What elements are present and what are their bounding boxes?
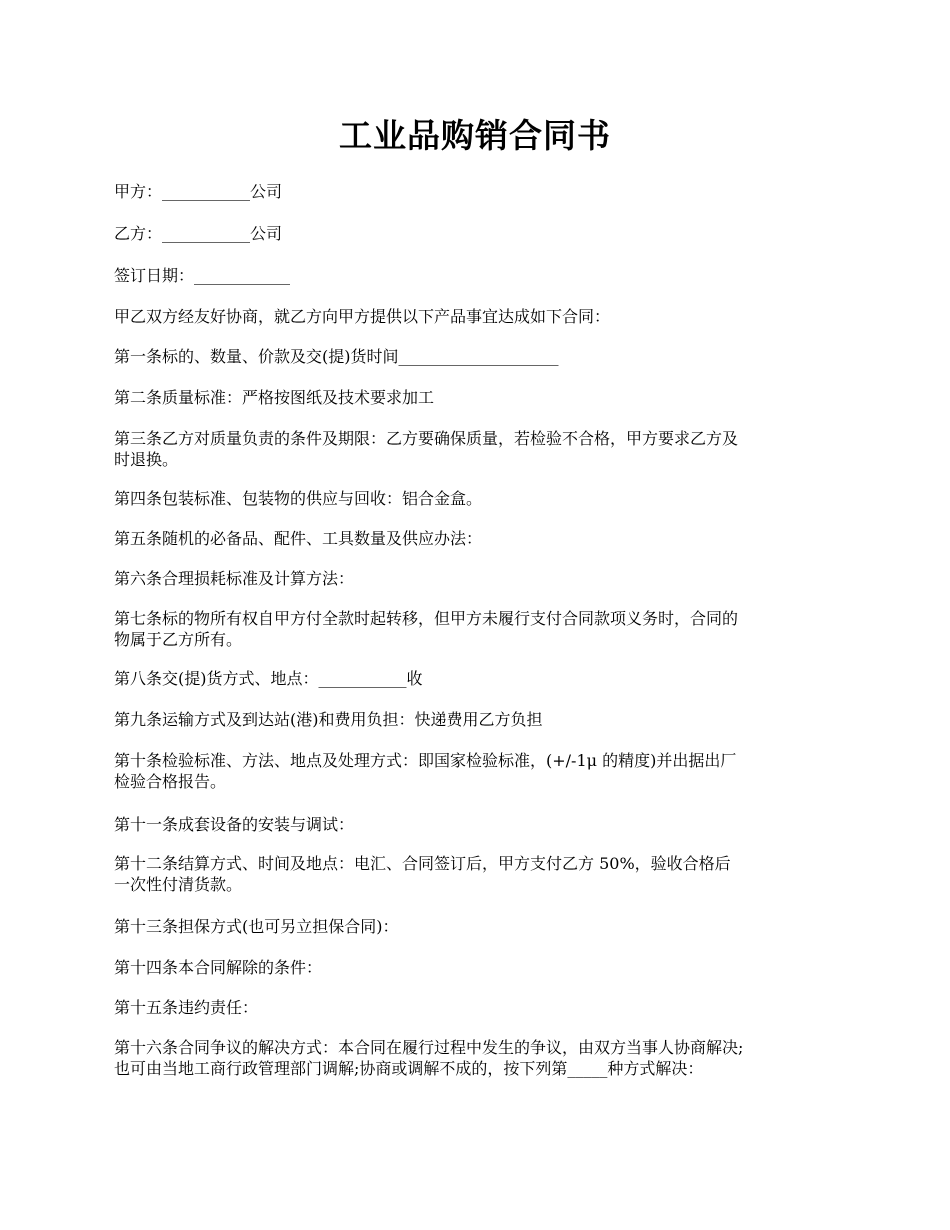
party-b-line: 乙方：___________公司 bbox=[114, 224, 283, 243]
clause-16: 第十六条合同争议的解决方式：本合同在履行过程中发生的争议，由双方当事人协商解决; 也可由当地工商行政管理部门调解;协商或调解不成的，按下列第_____种方式解决： bbox=[114, 1038, 744, 1078]
clause-6: 第六条合理损耗标准及计算方法： bbox=[114, 569, 355, 588]
clause-15: 第十五条违约责任： bbox=[114, 998, 259, 1017]
clause-1: 第一条标的、数量、价款及交(提)货时间____________________ bbox=[114, 347, 559, 366]
clause-7: 第七条标的物所有权自甲方付全款时起转移，但甲方未履行支付合同款项义务时，合同的 物属于乙方所有。 bbox=[114, 609, 739, 649]
clause-5: 第五条随机的必备品、配件、工具数量及供应办法： bbox=[114, 529, 483, 548]
clause-12: 第十二条结算方式、时间及地点：电汇、合同签订后，甲方支付乙方 50%，验收合格后 一次性付清货款。 bbox=[114, 854, 731, 894]
clause-10: 第十条检验标准、方法、地点及处理方式：即国家检验标准，(+/-1μ 的精度)并出据出厂 检验合格报告。 bbox=[114, 751, 737, 791]
clause-2: 第二条质量标准：严格按图纸及技术要求加工 bbox=[114, 388, 435, 407]
party-a-line: 甲方：___________公司 bbox=[114, 182, 283, 201]
clause-13: 第十三条担保方式(也可另立担保合同)： bbox=[114, 917, 399, 936]
clause-9: 第九条运输方式及到达站(港)和费用负担：快递费用乙方负担 bbox=[114, 710, 543, 729]
clause-14: 第十四条本合同解除的条件： bbox=[114, 958, 323, 977]
document-title: 工业品购销合同书 bbox=[339, 116, 611, 155]
clause-11: 第十一条成套设备的安装与调试： bbox=[114, 815, 355, 834]
clause-4: 第四条包装标准、包装物的供应与回收：铝合金盒。 bbox=[114, 489, 483, 508]
preamble-paragraph: 甲乙双方经友好协商，就乙方向甲方提供以下产品事宜达成如下合同： bbox=[114, 307, 611, 326]
clause-3: 第三条乙方对质量负责的条件及期限：乙方要确保质量，若检验不合格，甲方要求乙方及 时退换。 bbox=[114, 429, 739, 469]
sign-date-line: 签订日期：____________ bbox=[114, 266, 291, 285]
clause-8: 第八条交(提)货方式、地点：___________收 bbox=[114, 669, 423, 688]
